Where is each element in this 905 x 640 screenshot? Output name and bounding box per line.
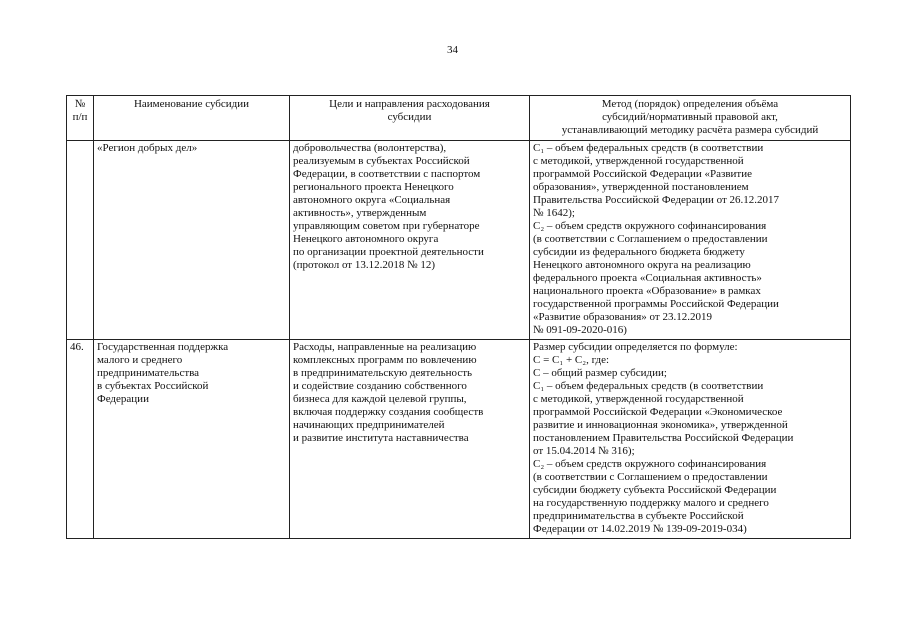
- text-line: С – общий размер субсидии;: [533, 367, 667, 379]
- text-line: малого и среднего: [97, 354, 183, 366]
- page-number: 34: [447, 44, 458, 56]
- text-line: (протокол от 13.12.2018 № 12): [293, 259, 436, 271]
- text-line: Федерации от 14.02.2019 № 139-09-2019-034): [533, 523, 747, 535]
- text-line: № 091-09-2020-016): [533, 324, 627, 336]
- text-line: на государственную поддержку малого и среднего: [533, 497, 769, 509]
- text-line: Метод (порядок) определения объёма: [601, 98, 779, 110]
- text-line: Размер субсидии определяется по формуле:: [533, 341, 738, 353]
- table-row: [67, 340, 851, 539]
- text-line: развитие и инновационная экономика», утвержденной: [533, 419, 788, 431]
- text-line: субсидии: [387, 111, 432, 123]
- subsidy-table: [66, 95, 851, 539]
- text-line: Ненецкого автономного округа: [293, 233, 439, 245]
- text-line: Ненецкого автономного округа на реализацию: [533, 259, 751, 271]
- text-line: устанавливающий методику расчёта размера субсидий: [561, 124, 819, 136]
- subsidy-name-cell: [94, 141, 290, 340]
- text-line: С₁ – объем федеральных средств (в соответствии: [533, 142, 764, 154]
- text-line: программой Российской Федерации «Экономическое: [533, 406, 783, 418]
- text-line: субсидии бюджету субъекта Российской Федерации: [533, 484, 777, 496]
- header-number: [67, 96, 94, 141]
- text-line: в субъектах Российской: [97, 380, 209, 392]
- header-subsidy-name: [94, 96, 290, 141]
- text-line: автономного округа «Социальная: [293, 194, 451, 206]
- text-line: Федерации, в соответствии с паспортом: [293, 168, 481, 180]
- text-line: и развитие института наставничества: [293, 432, 469, 444]
- text-line: Расходы, направленные на реализацию: [293, 341, 477, 353]
- text-line: С₂ – объем средств окружного софинансирования: [533, 220, 767, 232]
- text-line: С₁ – объем федеральных средств (в соответствии: [533, 380, 764, 392]
- text-line: с методикой, утвержденной государственной: [533, 393, 744, 405]
- row-number: [67, 141, 94, 340]
- text-line: С₂ – объем средств окружного софинансирования: [533, 458, 767, 470]
- text-line: начинающих предпринимателей: [293, 419, 445, 431]
- text-line: государственной программы Российской Федерации: [533, 298, 779, 310]
- text-line: регионального проекта Ненецкого: [293, 181, 454, 193]
- table-row: [67, 141, 851, 340]
- text-line: (в соответствии с Соглашением о предоставлении: [533, 233, 768, 245]
- text-line: Цели и направления расходования: [329, 98, 490, 110]
- text-line: С = С₁ + С₂, где:: [533, 354, 610, 366]
- text-line: предпринимательства: [97, 367, 200, 379]
- text-line: федерального проекта «Социальная активность»: [533, 272, 762, 284]
- text-line: Наименование субсидии: [133, 98, 250, 110]
- header-purpose: [290, 96, 530, 141]
- text-line: «Развитие образования» от 23.12.2019: [533, 311, 712, 323]
- text-line: № 1642);: [533, 207, 575, 219]
- method-cell: [530, 340, 851, 539]
- text-line: по организации проектной деятельности: [293, 246, 484, 258]
- text-line: управляющим советом при губернаторе: [293, 220, 480, 232]
- text-line: образования», утвержденной постановлением: [533, 181, 749, 193]
- text-line: активность», утвержденным: [293, 207, 427, 219]
- subsidy-name-cell: [94, 340, 290, 539]
- text-line: (в соответствии с Соглашением о предоставлении: [533, 471, 768, 483]
- method-cell: [530, 141, 851, 340]
- text-line: предпринимательства в субъекте Российской: [533, 510, 744, 522]
- text-line: №: [74, 98, 86, 110]
- text-line: от 15.04.2014 № 316);: [533, 445, 635, 457]
- text-line: «Регион добрых дел»: [97, 142, 198, 154]
- text-line: с методикой, утвержденной государственной: [533, 155, 744, 167]
- text-line: национального проекта «Образование» в рамках: [533, 285, 761, 297]
- text-line: субсидий/нормативный правовой акт,: [602, 111, 778, 123]
- table-header: [67, 96, 851, 141]
- header-method: [530, 96, 851, 141]
- text-line: включая поддержку создания сообществ: [293, 406, 484, 418]
- text-line: добровольчества (волонтерства),: [293, 142, 447, 154]
- purpose-cell: [290, 340, 530, 539]
- text-line: Федерации: [97, 393, 149, 405]
- text-line: реализуемым в субъектах Российской: [293, 155, 470, 167]
- text-line: программой Российской Федерации «Развитие: [533, 168, 753, 180]
- purpose-cell: [290, 141, 530, 340]
- header-row: [67, 96, 851, 141]
- text-line: п/п: [72, 111, 88, 123]
- text-line: в предпринимательскую деятельность: [293, 367, 473, 379]
- text-line: комплексных программ по вовлечению: [293, 354, 477, 366]
- text-line: постановлением Правительства Российской Федерации: [533, 432, 794, 444]
- text-line: Государственная поддержка: [97, 341, 229, 353]
- text-line: Правительства Российской Федерации от 26.12.2017: [533, 194, 780, 206]
- row-number: 46.: [67, 340, 94, 539]
- text-line: и содействие созданию собственного: [293, 380, 467, 392]
- text-line: субсидии из федерального бюджета бюджету: [533, 246, 745, 258]
- text-line: бизнеса для каждой целевой группы,: [293, 393, 467, 405]
